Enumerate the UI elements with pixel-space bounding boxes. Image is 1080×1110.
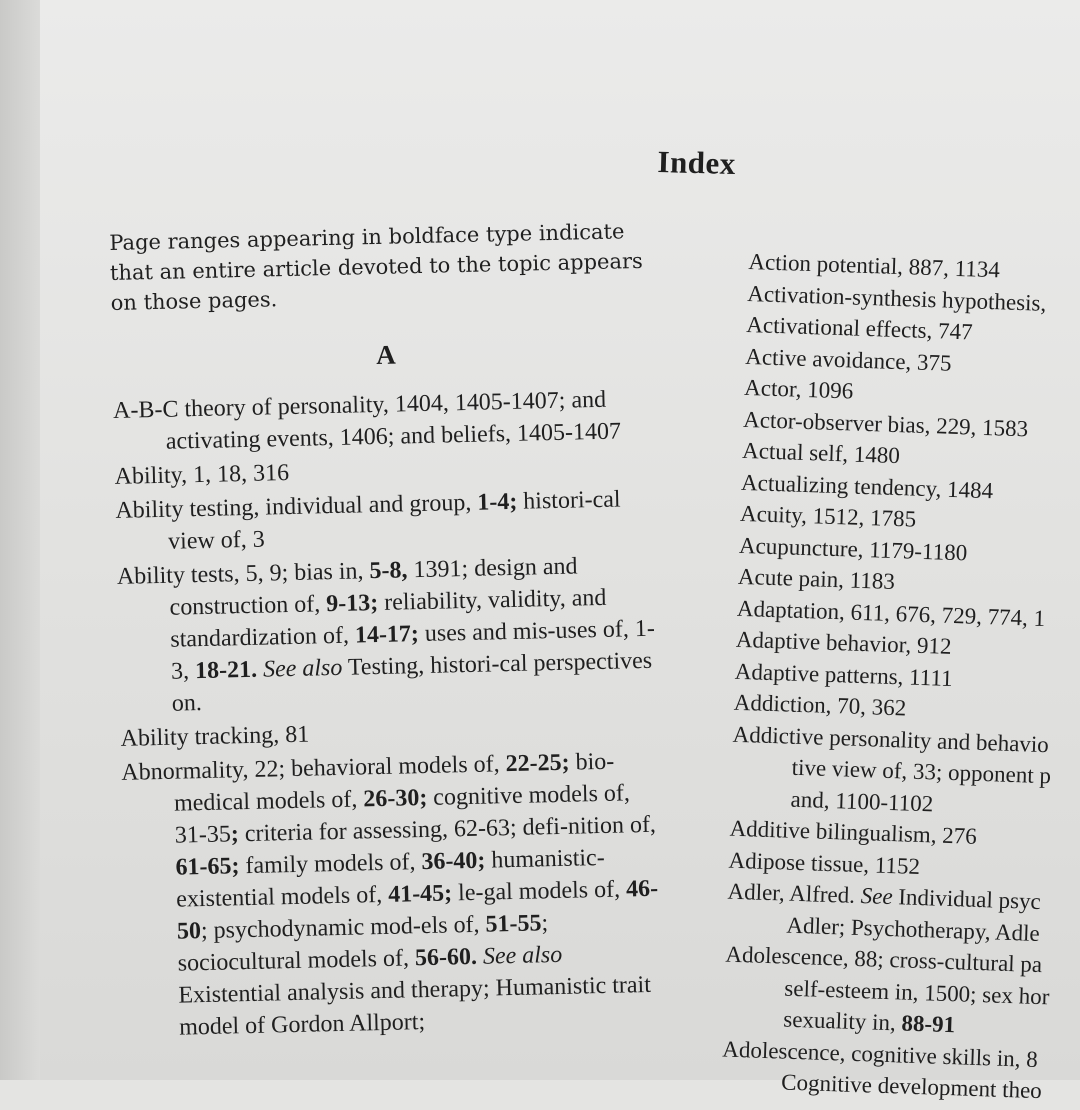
entry-text: Ability, 1, 18, 316 [114,459,290,490]
bold-page-range: 61-65; [175,853,240,881]
entry-text: 1391; design and construction of, [169,553,578,621]
entry-text: Activation-synthesis hypothesis, [747,280,1047,316]
index-entry [723,939,1080,1047]
bold-page-range: 1-4; [477,488,518,516]
entry-text: Ability tracking, 81 [120,721,310,752]
entry-text: uses and mis-uses of, 1-3, [170,615,656,685]
entry-text: family models of, [239,849,422,880]
entry-text: humanistic-existential models of, [175,844,605,913]
section-letter: A [375,339,397,370]
bold-page-range: 36-40; [421,847,486,876]
entry-text: ; psychodynamic mod-els of, [200,911,486,945]
entry-text: sexuality in, [782,1006,902,1036]
see-also-marker: See also [262,654,343,683]
entry-text: histori-cal view of, 3 [167,486,621,555]
bold-page-range: 9-13; [325,589,379,618]
entry-text: Addictive personality and behavio [732,721,1050,757]
entry-text: Ability testing, individual and group, [115,489,478,524]
see-also-marker: See [860,883,894,910]
left-entry-list [113,382,688,1045]
intro-note: Page ranges appearing in boldface type indicate that an entire article devoted to the topic appears on those pages. [109,219,644,315]
entry-text: Individual psyc [892,884,1042,915]
see-also-marker: See also [482,941,563,970]
bold-page-range: 51-55 [485,910,542,938]
entry-text: reliability, validity, and standardization of, [170,584,607,653]
entry-text: Adaptive behavior, 912 [735,626,952,659]
index-entry [121,745,667,1045]
entry-text: Actualizing tendency, 1484 [740,469,994,503]
entry-text: Acute pain, 1183 [737,563,896,595]
entry-text: Adler, Alfred. [727,878,862,909]
index-entry [730,718,1080,826]
entry-text: criteria for assessing, 62-63; defi-nition of, [238,811,657,848]
entry-text: Adaptation, 611, 676, 729, 774, 1 [736,595,1046,631]
entry-text: and, 1100-1102 [790,786,934,816]
entry-text: Addiction, 70, 362 [733,689,907,721]
entry-text: Acuity, 1512, 1785 [739,500,917,532]
bold-page-range: 41-45; [387,880,453,908]
index-entry [115,483,656,559]
entry-text: A-B-C theory of personality, 1404, 1405-1407; and activating events, 1406; and beliefs, 1405-1407 [112,386,622,455]
entry-text: Activational effects, 747 [745,311,973,345]
entry-text: self-esteem in, 1500; sex hor [784,975,1050,1009]
bold-page-range: ; [230,821,240,848]
entry-text: Testing, histori-cal perspectives on. [171,647,653,717]
entry-text: Adler; Psychotherapy, Adle [786,912,1041,946]
entry-text: Actor, 1096 [743,374,854,404]
bold-page-range: 22-25; [505,749,570,778]
entry-text: Adipose tissue, 1152 [728,847,921,879]
entry-text: le-gal models of, [451,876,627,907]
entry-text: bio-medical models of, [173,748,615,817]
entry-text: Active avoidance, 375 [744,343,952,376]
bold-page-range: 14-17; [354,621,420,649]
entry-text: cognitive models of, 31-35 [174,780,631,849]
entry-text: Adolescence, 88; cross-cultural pa [725,941,1043,978]
bold-page-range: 5-8, [369,557,408,585]
entry-text: Additive bilingualism, 276 [729,815,978,849]
bold-page-range: 46-50 [176,875,659,945]
right-entry-list [721,246,1080,1110]
entry-text: Adaptive patterns, 1111 [734,658,954,691]
index-entry [721,1033,1080,1110]
entry-text: tive view of, 33; opponent p [791,754,1052,789]
right-column [721,246,1080,1110]
bold-page-range: 88-91 [901,1010,956,1038]
index-entry [117,549,660,721]
left-column [109,215,687,1046]
entry-text: Abnormality, 22; behavioral models of, [121,751,506,786]
page-title: Index [657,144,737,182]
entry-text: ; sociocultural models of, [177,910,549,977]
index-entry [113,383,654,459]
entry-text: Actor-observer bias, 229, 1583 [742,406,1029,441]
bold-page-range: 56-60. [414,943,478,972]
entry-text: Acupuncture, 1179-1180 [738,532,968,565]
entry-text: Action potential, 887, 1134 [748,248,1001,283]
entry-text: Ability tests, 5, 9; bias in, [116,558,370,590]
bold-page-range: 26-30; [363,784,428,813]
entry-text: Cognitive development theo [780,1069,1043,1104]
entry-text: Adolescence, cognitive skills in, 8 [721,1036,1039,1072]
bold-page-range: 18-21. [194,656,258,685]
entry-text: Existential analysis and therapy; Humanistic trait model of Gordon Allport; [178,971,652,1041]
entry-text: Actual self, 1480 [741,437,901,469]
